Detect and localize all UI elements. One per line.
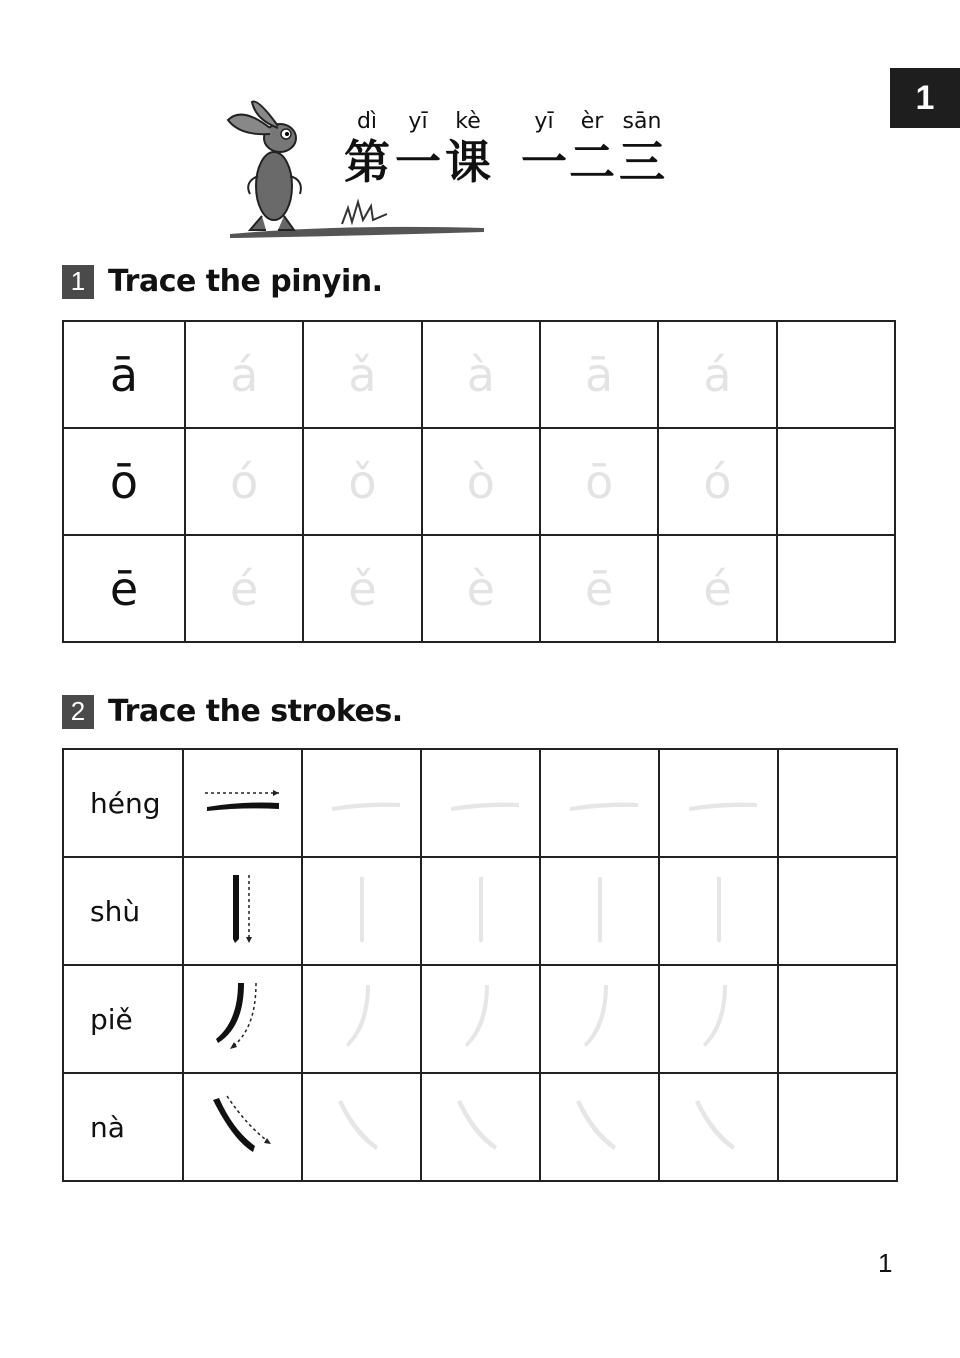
hanzi-character: 一	[521, 135, 567, 189]
stroke-name: nà	[63, 1073, 183, 1181]
trace-cell[interactable]: ó	[658, 428, 776, 535]
lesson-pinyin	[340, 104, 668, 134]
trace-cell[interactable]: ō	[540, 428, 658, 535]
table-row	[63, 857, 897, 965]
blank-cell[interactable]	[778, 857, 897, 965]
section-2-header	[62, 694, 403, 729]
blank-cell[interactable]	[777, 428, 895, 535]
section-number: 2	[62, 695, 94, 729]
blank-cell[interactable]	[778, 965, 897, 1073]
trace-cell[interactable]	[540, 857, 659, 965]
model-pinyin: ō	[63, 428, 185, 535]
model-pinyin: ā	[63, 321, 185, 428]
stroke-tracing-grid	[62, 748, 898, 1182]
stroke-model-shu	[183, 857, 302, 965]
blank-cell[interactable]	[777, 535, 895, 642]
trace-cell[interactable]: à	[422, 321, 540, 428]
trace-cell[interactable]	[302, 749, 421, 857]
table-row	[63, 1073, 897, 1181]
table-row	[63, 749, 897, 857]
trace-cell[interactable]: ǎ	[303, 321, 421, 428]
section-number: 1	[62, 265, 94, 299]
trace-cell[interactable]	[540, 965, 659, 1073]
trace-cell[interactable]	[302, 857, 421, 965]
pinyin-tracing-grid	[62, 320, 896, 643]
lesson-hanzi	[340, 134, 668, 190]
trace-cell[interactable]	[421, 1073, 540, 1181]
table-row	[63, 428, 895, 535]
pinyin-syllable: yī	[534, 109, 554, 134]
hanzi-character: 一	[395, 135, 441, 189]
page-number: 1	[878, 1248, 893, 1278]
trace-cell[interactable]: é	[658, 535, 776, 642]
trace-cell[interactable]: ē	[540, 535, 658, 642]
trace-cell[interactable]	[659, 749, 778, 857]
stroke-model-heng	[183, 749, 302, 857]
stroke-model-pie	[183, 965, 302, 1073]
trace-cell[interactable]	[302, 1073, 421, 1181]
trace-cell[interactable]: ò	[422, 428, 540, 535]
hanzi-character: 三	[619, 135, 665, 189]
trace-cell[interactable]: á	[185, 321, 303, 428]
trace-cell[interactable]: ǒ	[303, 428, 421, 535]
trace-cell[interactable]	[540, 749, 659, 857]
hanzi-character: 课	[445, 135, 491, 189]
section-title: Trace the pinyin.	[108, 264, 383, 299]
trace-cell[interactable]	[659, 1073, 778, 1181]
section-1-header	[62, 264, 382, 299]
pinyin-syllable: sān	[622, 109, 662, 134]
stroke-name: héng	[63, 749, 183, 857]
pinyin-syllable: èr	[580, 109, 604, 134]
stroke-name: piě	[63, 965, 183, 1073]
trace-cell[interactable]	[302, 965, 421, 1073]
pinyin-syllable: yī	[408, 109, 428, 134]
trace-cell[interactable]: ó	[185, 428, 303, 535]
pinyin-syllable: kè	[455, 109, 481, 134]
blank-cell[interactable]	[778, 1073, 897, 1181]
hanzi-character: 二	[569, 135, 615, 189]
stroke-name: shù	[63, 857, 183, 965]
table-row	[63, 535, 895, 642]
table-row	[63, 965, 897, 1073]
hanzi-character: 第	[344, 135, 390, 189]
trace-cell[interactable]: ě	[303, 535, 421, 642]
trace-cell[interactable]: é	[185, 535, 303, 642]
trace-cell[interactable]	[659, 965, 778, 1073]
stroke-model-na	[183, 1073, 302, 1181]
model-pinyin: ē	[63, 535, 185, 642]
trace-cell[interactable]: á	[658, 321, 776, 428]
trace-cell[interactable]	[421, 857, 540, 965]
trace-cell[interactable]: ā	[540, 321, 658, 428]
section-title: Trace the strokes.	[108, 694, 403, 729]
trace-cell[interactable]	[659, 857, 778, 965]
chapter-tab: 1	[890, 68, 960, 128]
pinyin-syllable: dì	[356, 109, 378, 134]
trace-cell[interactable]: è	[422, 535, 540, 642]
trace-cell[interactable]	[421, 965, 540, 1073]
trace-cell[interactable]	[540, 1073, 659, 1181]
trace-cell[interactable]	[421, 749, 540, 857]
blank-cell[interactable]	[778, 749, 897, 857]
blank-cell[interactable]	[777, 321, 895, 428]
table-row	[63, 321, 895, 428]
lesson-title	[340, 104, 668, 190]
